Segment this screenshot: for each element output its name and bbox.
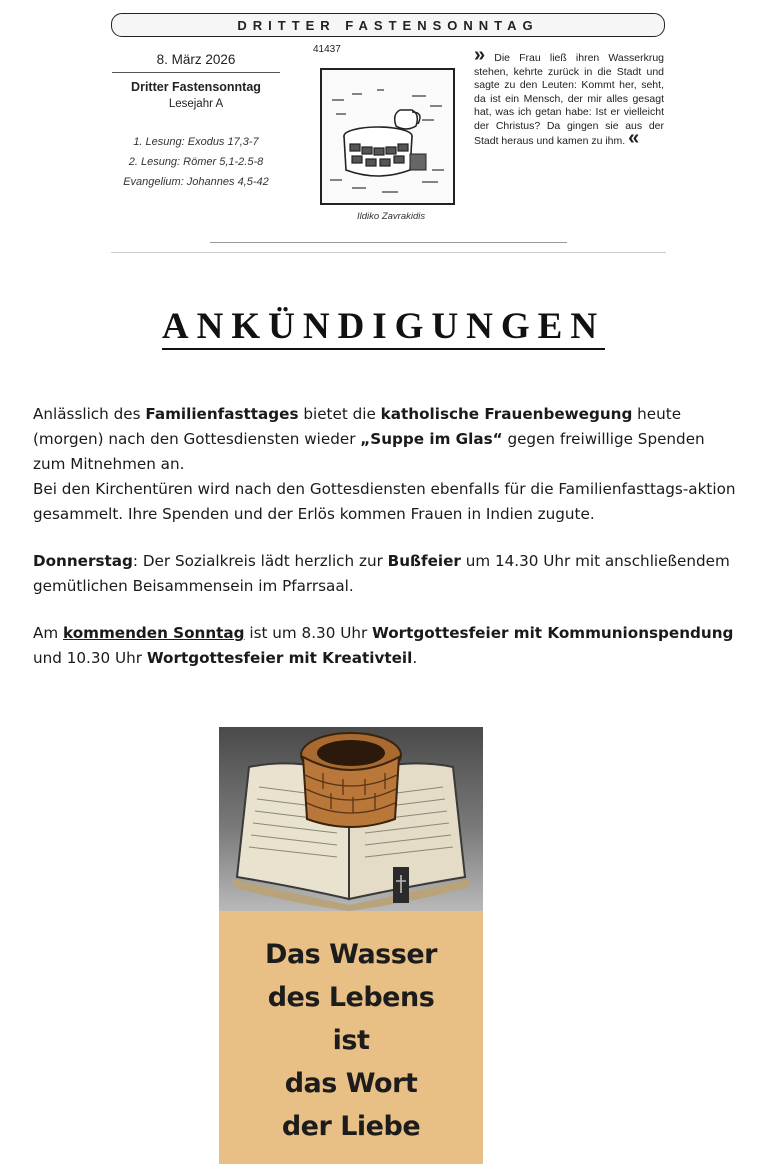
poster-line: ist [332, 1025, 370, 1056]
quote-close-mark: « [628, 127, 640, 149]
page-title: ANKÜNDIGUNGEN [162, 306, 605, 350]
banner-title: DRITTER FASTENSONNTAG [237, 17, 539, 33]
announcement-donnerstag [33, 549, 738, 599]
text: kommenden Sonntag [63, 624, 245, 642]
poster-line: der Liebe [281, 1111, 421, 1142]
text: Wortgottesfeier mit Kommunionspendung [372, 624, 734, 642]
page-title-wrap [0, 306, 767, 350]
image-code: 41437 [313, 44, 341, 55]
bible-well-illustration [219, 727, 483, 911]
divider [112, 72, 280, 73]
sunday-name: Dritter Fastensonntag [131, 80, 261, 94]
text: : Der Sozialkreis lädt herzlich zur [132, 552, 388, 570]
text: ist um 8.30 Uhr [244, 624, 373, 642]
quote-text: Die Frau ließ ihren Wasserkrug stehen, kehrte zurück in die Stadt und sagte zu den Leuten: Kommt her, seht, da ist ein Mensch, der mir alles gesagt hat, was ich getan habe: Ist er vielleicht der Christus? Da gingen sie aus der Stadt heraus und kamen zu ihm. [474, 52, 665, 147]
text: katholische Frauenbewegung [380, 405, 633, 423]
poster-line: des Lebens [267, 982, 435, 1013]
text: Am [33, 624, 64, 642]
poster-line: das Wort [284, 1068, 418, 1099]
poster-caption [219, 933, 483, 1148]
text: Familienfasttages [145, 405, 299, 423]
lesejahr: Lesejahr A [168, 98, 224, 110]
text: Bußfeier [387, 552, 461, 570]
header-banner [111, 13, 665, 37]
image-credit: Ildiko Zavrakidis [357, 211, 426, 222]
text: Anlässlich des [33, 405, 146, 423]
well-jug-icon [322, 70, 453, 203]
text: . [412, 649, 418, 667]
text: „Suppe im Glas“ [360, 430, 503, 448]
poster-image [219, 727, 483, 1164]
quote-open-mark: » [474, 44, 486, 66]
well-illustration [320, 68, 455, 205]
poster-line: Das Wasser [265, 939, 437, 970]
divider [210, 242, 567, 243]
announcement-familienfasttag [33, 402, 738, 477]
text: heute (morgen) nach den Gottesdiensten wieder [33, 405, 682, 448]
reading-2: 2. Lesung: Römer 5,1-2.5-8 [128, 156, 264, 168]
text: gegen freiwillige Spenden zum Mitnehmen an. [33, 430, 705, 473]
text: bietet die [298, 405, 381, 423]
text: Donnerstag [33, 552, 133, 570]
liturgy-info [111, 52, 281, 192]
text: und 10.30 Uhr [33, 649, 147, 667]
readings-list [111, 132, 281, 192]
announcements [33, 402, 738, 671]
announcement-sonntag [33, 621, 738, 671]
reading-3: Evangelium: Johannes 4,5-42 [123, 176, 269, 188]
bible-well-icon [219, 727, 483, 911]
divider [111, 252, 666, 253]
text: um 14.30 Uhr mit anschließendem gemütlichen Beisammensein im Pfarrsaal. [33, 552, 730, 595]
reading-1: 1. Lesung: Exodus 17,3-7 [133, 136, 259, 148]
text: Wortgottesfeier mit Kreativteil [146, 649, 413, 667]
liturgy-date: 8. März 2026 [156, 52, 236, 67]
gospel-quote [474, 44, 665, 149]
announcement-collection: Bei den Kirchentüren wird nach den Gottesdiensten ebenfalls für die Familienfasttags-aktion gesammelt. Ihre Spenden und der Erlös kommen Frauen in Indien zugute. [33, 480, 736, 523]
